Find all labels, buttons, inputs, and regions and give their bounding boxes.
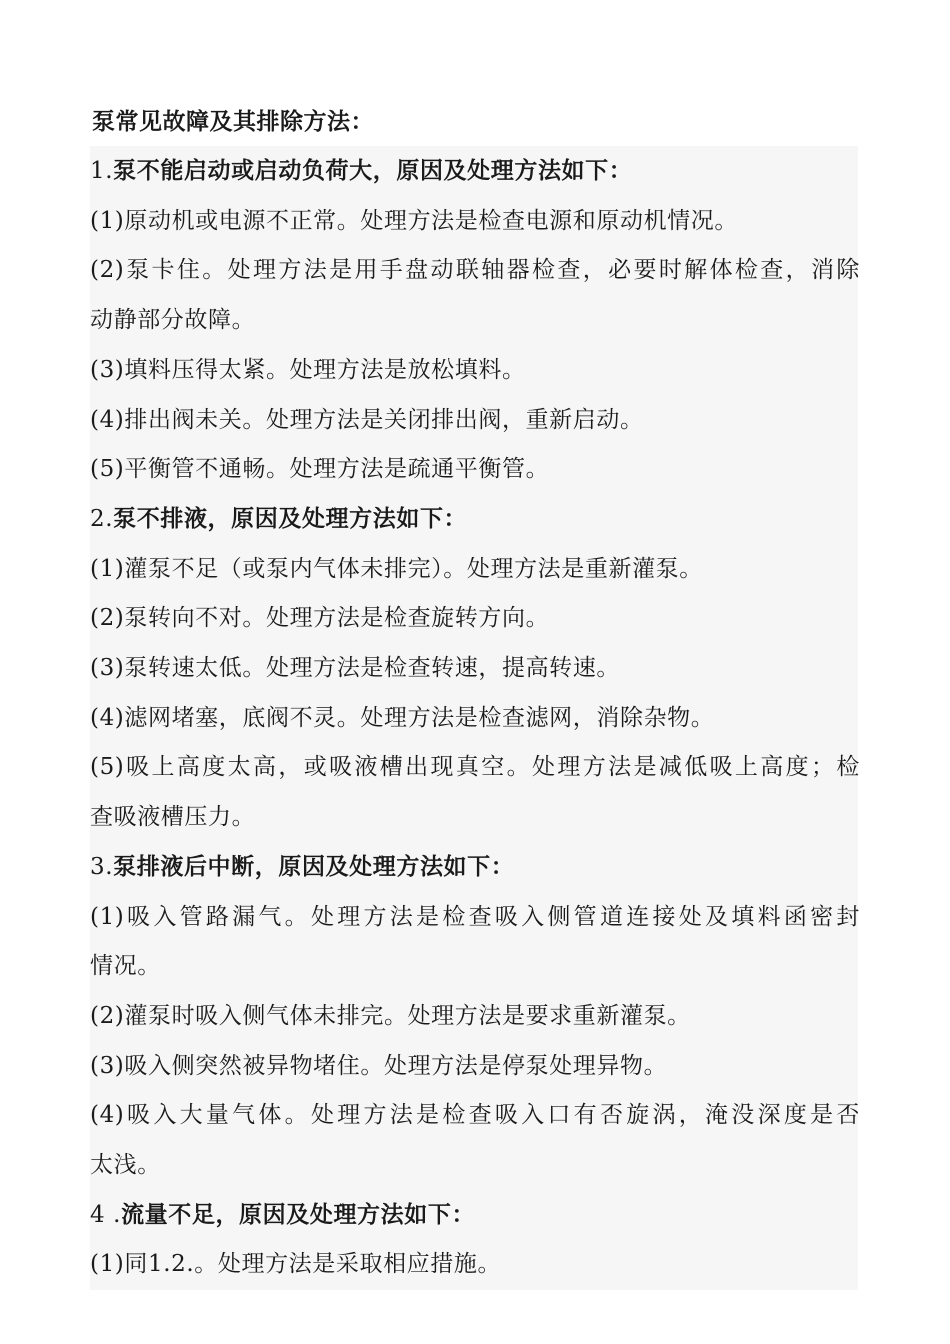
list-item-line: (1)灌泵不足（或泵内气体未排完）。处理方法是重新灌泵。 [90,555,703,582]
section-number: 3. [90,853,114,880]
list-item-line: 情况。 [90,953,161,980]
list-item-line: (2)泵转向不对。处理方法是检查旋转方向。 [90,605,550,632]
list-item-line: (3)泵转速太低。处理方法是检查转速，提高转速。 [90,655,620,681]
list-item-line: (1)同1.2.。处理方法是采取相应措施。 [90,1251,502,1278]
list-item-line: (3)填料压得太紧。处理方法是放松填料。 [90,356,526,383]
section-heading-text: 泵排液后中断，原因及处理方法如下： [113,852,515,880]
section-heading-text: 泵不排液，原因及处理方法如下： [113,504,468,532]
section-heading-text: 泵不能启动或启动负荷大，原因及处理方法如下： [113,157,633,184]
list-item-line: (4)排出阀未关。处理方法是关闭排出阀，重新启动。 [90,406,644,433]
page-title: 泵常见故障及其排除方法： [92,108,374,135]
section-heading [90,153,860,189]
list-item-line: (3)吸入侧突然被异物堵住。处理方法是停泵处理异物。 [90,1052,668,1079]
list-item-line: 查吸液槽压力。 [90,804,256,831]
section-number: 1. [90,158,114,184]
list-item-line: (5)吸上高度太高，或吸液槽出现真空。处理方法是减低吸上高度；检 [90,754,860,781]
list-item-line: (2)泵卡住。处理方法是用手盘动联轴器检查，必要时解体检查，消除 [90,257,860,284]
section-heading-text: 流量不足，原因及处理方法如下： [121,1200,476,1228]
list-item-line: (5)平衡管不通畅。处理方法是疏通平衡管。 [90,456,550,483]
list-item-line: 动静部分故障。 [90,307,256,334]
list-item-line: (4)吸入大量气体。处理方法是检查吸入口有否旋涡，淹没深度是否 [90,1102,860,1129]
list-item-line: (1)原动机或电源不正常。处理方法是检查电源和原动机情况。 [90,207,738,234]
list-item-line: (2)灌泵时吸入侧气体未排完。处理方法是要求重新灌泵。 [90,1002,691,1029]
section-heading [90,849,860,885]
list-item-line: (4)滤网堵塞，底阀不灵。处理方法是检查滤网，消除杂物。 [90,704,715,731]
section-number: 4 . [90,1201,122,1228]
list-item-line: 太浅。 [90,1152,161,1178]
section-heading [90,501,860,537]
section-heading [90,1197,860,1233]
list-item-line: (1)吸入管路漏气。处理方法是检查吸入侧管道连接处及填料函密封 [90,903,860,930]
section-number: 2. [90,505,114,532]
